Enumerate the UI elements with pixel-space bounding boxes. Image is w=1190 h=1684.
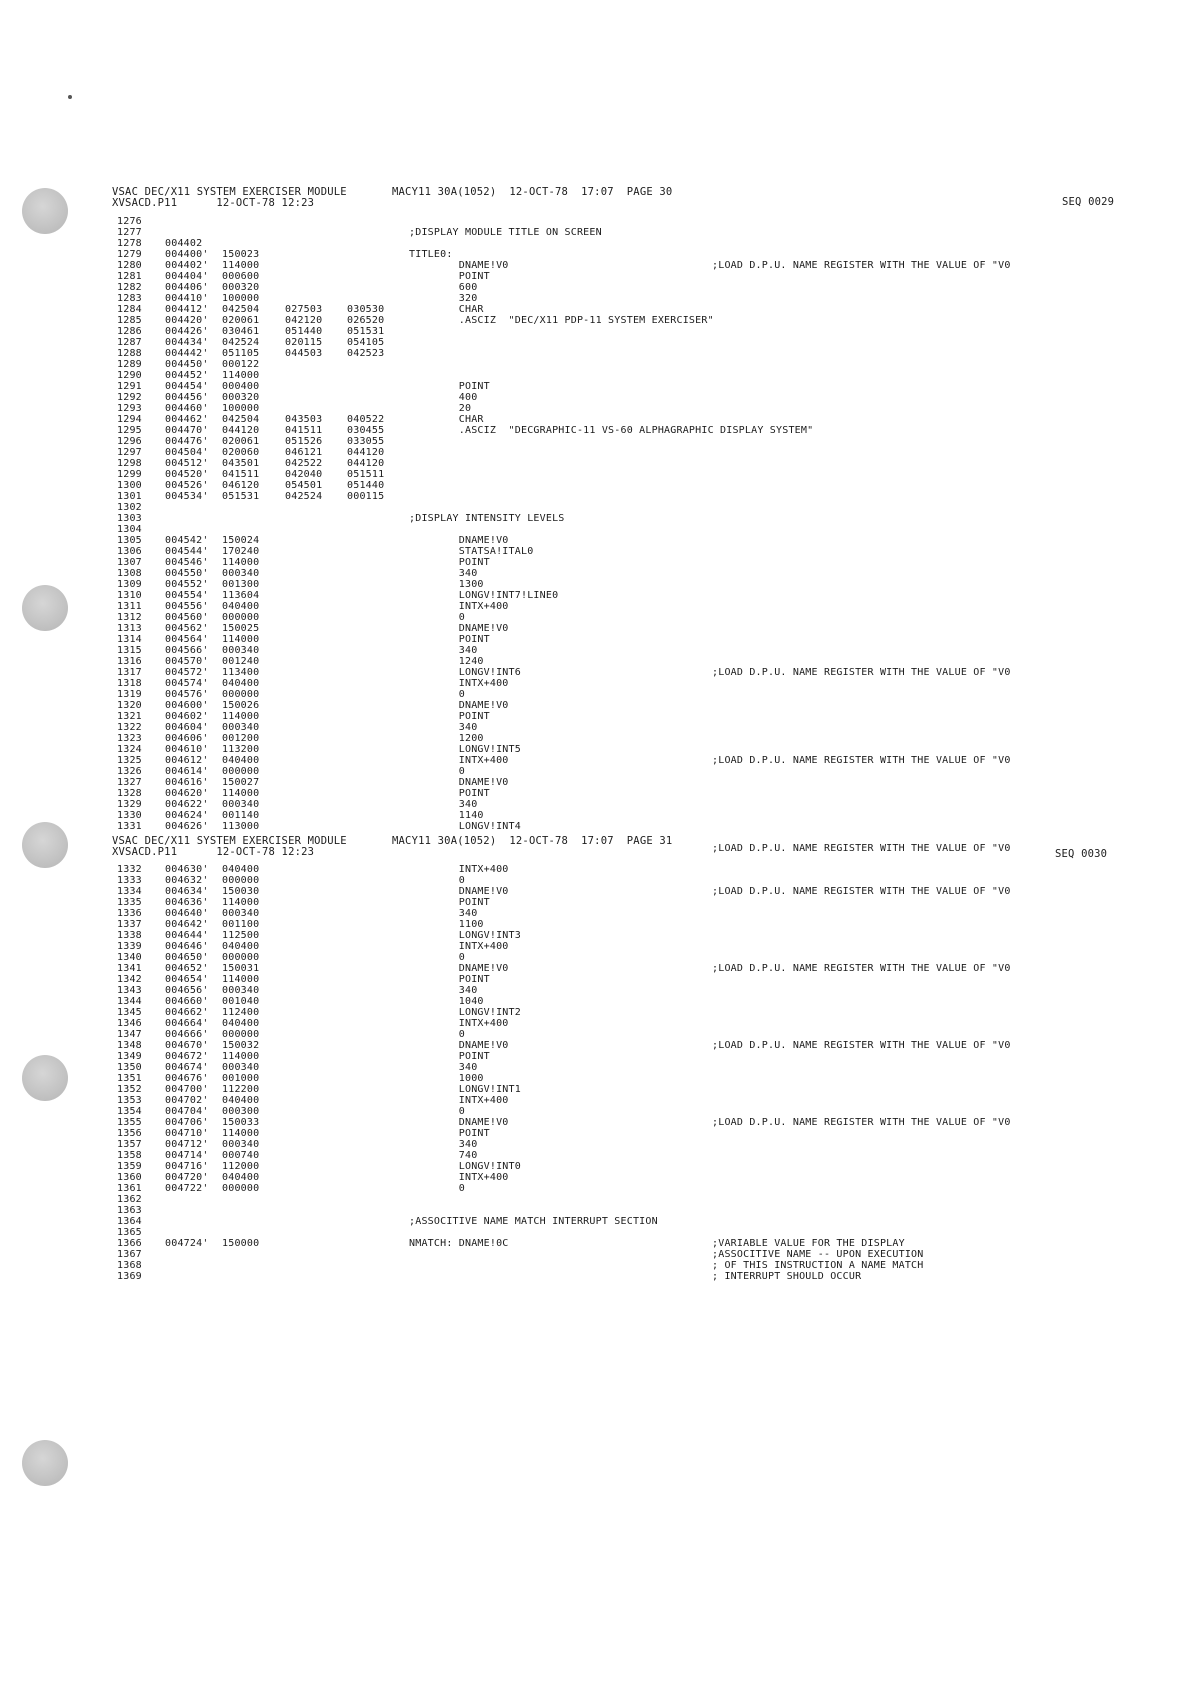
comment-column: ;LOAD D.P.U. NAME REGISTER WITH THE VALUE OF "V0 ;LOAD D.P.U. NAME REGISTER WITH THE VALUE OF "V0 ;LOAD D.P.U. NAME REGISTER WITH THE VALUE OF "V0 ;LOAD D.P.U. NAME REGISTER WITH THE VALUE OF "V0 — [712, 260, 1011, 854]
page-header-assembler: MACY11 30A(1052) 12-OCT-78 17:07 PAGE 30 — [392, 186, 673, 198]
word1-column: 040400 000000 150030 114000 000340 001100 112500 040400 000000 150031 114000 000340 001040 112400 040400 000000 150032 114000 000340 001000 112200 040400 000300 150033 114000 000340 000740 112000 040400 000000 150000 — [222, 864, 260, 1249]
punch-hole-4 — [22, 1055, 68, 1101]
source-column: INTX+400 0 DNAME!V0 POINT 340 1100 LONGV!INT3 INTX+400 0 DNAME!V0 POINT 340 1040 LONGV!INT2 INTX+400 0 DNAME!V0 POINT 340 1000 LONGV!INT1 INTX+400 0 DNAME!V0 POINT 340 740 LONGV!INT0 INTX+400 0 ;ASSOCITIVE NAME MATCH INTERRUPT SECTION NMATCH: DNAME!0C — [409, 864, 658, 1249]
scan-speck — [68, 95, 72, 99]
punch-hole-2 — [22, 585, 68, 631]
page-header-seq: SEQ 0030 — [1055, 848, 1108, 860]
page-header-seq: SEQ 0029 — [1062, 196, 1115, 208]
line-numbers: 1276 1277 1278 1279 1280 1281 1282 1283 1284 1285 1286 1287 1288 1289 1290 1291 1292 1293 1294 1295 1296 1297 1298 1299 1300 1301 1302 1303 1304 1305 1306 1307 1308 1309 1310 1311 1312 1313 1314 1315 1316 1317 1318 1319 1320 1321 1322 1323 1324 1325 1326 1327 1328 1329 1330 1331 — [117, 216, 142, 832]
punch-hole-5 — [22, 1440, 68, 1486]
word1-column: 150023 114000 000600 000320 100000 042504 020061 030461 042524 051105 000122 114000 000400 000320 100000 042504 044120 020061 020060 043501 041511 046120 051531 150024 170240 114000 000340 001300 113604 040400 000000 150025 114000 000340 001240 113400 040400 000000 150026 114000 000340 001200 113200 040400 000000 150027 114000 000340 001140 113000 — [222, 249, 260, 832]
address-column: 004630' 004632' 004634' 004636' 004640' 004642' 004644' 004646' 004650' 004652' 004654' 004656' 004660' 004662' 004664' 004666' 004670' 004672' 004674' 004676' 004700' 004702' 004704' 004706' 004710' 004712' 004714' 004716' 004720' 004722' 004724' — [165, 864, 209, 1249]
punch-hole-3 — [22, 822, 68, 868]
address-column: 004402 004400' 004402' 004404' 004406' 004410' 004412' 004420' 004426' 004434' 004442' 004450' 004452' 004454' 004456' 004460' 004462' 004470' 004476' 004504' 004512' 004520' 004526' 004534' 004542' 004544' 004546' 004550' 004552' 004554' 004556' 004560' 004562' 004564' 004566' 004570' 004572' 004574' 004576' 004600' 004602' 004604' 004606' 004610' 004612' 004614' 004616' 004620' 004622' 004624' 004626' — [165, 238, 209, 832]
line-numbers: 1332 1333 1334 1335 1336 1337 1338 1339 1340 1341 1342 1343 1344 1345 1346 1347 1348 1349 1350 1351 1352 1353 1354 1355 1356 1357 1358 1359 1360 1361 1362 1363 1364 1365 1366 1367 1368 1369 — [117, 864, 142, 1282]
page-header-title: VSAC DEC/X11 SYSTEM EXERCISER MODULE — [112, 186, 347, 198]
page-header-file: XVSACD.P11 12-OCT-78 12:23 — [112, 197, 315, 209]
page-header-assembler: MACY11 30A(1052) 12-OCT-78 17:07 PAGE 31 — [392, 835, 673, 847]
comment-column: ;LOAD D.P.U. NAME REGISTER WITH THE VALUE OF "V0 ;LOAD D.P.U. NAME REGISTER WITH THE VALUE OF "V0 ;LOAD D.P.U. NAME REGISTER WITH THE VALUE OF "V0 ;LOAD D.P.U. NAME REGISTER WITH THE VALUE OF "V0 ;VARIABLE VALUE FOR THE DISPLAY ;ASSOCITIVE NAME -- UPON EXECUTION ; OF THIS INSTRUCTION A NAME MATCH ; INTERRUPT SHOULD OCCUR — [712, 886, 1011, 1282]
source-column: ;DISPLAY MODULE TITLE ON SCREEN TITLE0: DNAME!V0 POINT 600 320 CHAR .ASCIZ "DEC/X11 PDP-11 SYSTEM EXERCISER" POINT 400 20 CHAR .ASCIZ "DECGRAPHIC-11 VS-60 ALPHAGRAPHIC DISPLAY SYSTEM" ;DISPLAY INTENSITY LEVELS DNAME!V0 STATSA!ITAL0 POINT 340 1300 LONGV!INT7!LINE0 INTX+400 0 DNAME!V0 POINT 340 1240 LONGV!INT6 INTX+400 0 DNAME!V0 POINT 340 1200 LONGV!INT5 INTX+400 0 DNAME!V0 POINT 340 1140 LONGV!INT4 — [409, 227, 814, 832]
punch-hole-1 — [22, 188, 68, 234]
page-header-file: XVSACD.P11 12-OCT-78 12:23 — [112, 846, 315, 858]
word3-column: 030530 026520 051531 054105 042523 040522 030455 033055 044120 044120 051511 051440 000115 — [347, 304, 385, 502]
page-header-title: VSAC DEC/X11 SYSTEM EXERCISER MODULE — [112, 835, 347, 847]
word2-column: 027503 042120 051440 020115 044503 043503 041511 051526 046121 042522 042040 054501 042524 — [285, 304, 323, 502]
